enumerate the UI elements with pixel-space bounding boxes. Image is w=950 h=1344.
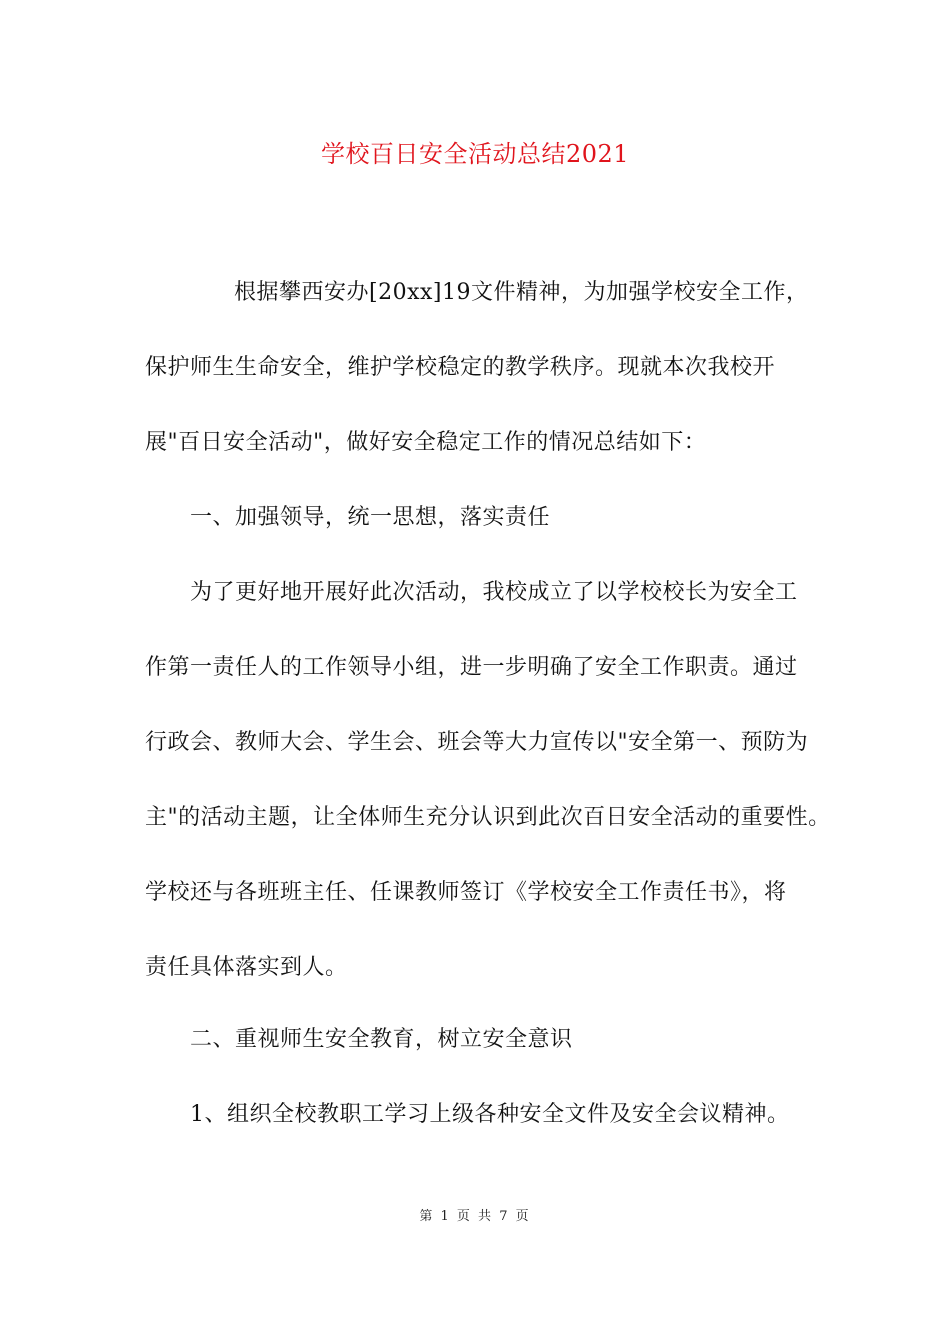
- paragraph-line: 为了更好地开展好此次活动，我校成立了以学校校长为安全工: [190, 580, 798, 605]
- page-footer: 第 1 页 共 7 页: [419, 1209, 531, 1224]
- paragraph-line: 行政会、教师大会、学生会、班会等大力宣传以"安全第一、预防为: [145, 730, 809, 755]
- section-heading: 一、加强领导，统一思想，落实责任: [190, 505, 551, 530]
- paragraph-line: 根据攀西安办[20xx]19文件精神，为加强学校安全工作，: [234, 280, 809, 305]
- paragraph-line: 1、组织全校教职工学习上级各种安全文件及安全会议精神。: [190, 1102, 790, 1127]
- paragraph-line: 展"百日安全活动"，做好安全稳定工作的情况总结如下：: [145, 430, 707, 455]
- document-title: 学校百日安全活动总结2021: [320, 140, 630, 168]
- paragraph-line: 主"的活动主题，让全体师生充分认识到此次百日安全活动的重要性。: [145, 805, 831, 830]
- paragraph-line: 责任具体落实到人。: [145, 955, 348, 980]
- paragraph-line: 学校还与各班班主任、任课教师签订《学校安全工作责任书》，将: [145, 880, 787, 905]
- paragraph-line: 作第一责任人的工作领导小组，进一步明确了安全工作职责。通过: [145, 655, 798, 680]
- paragraph-line: 保护师生生命安全，维护学校稳定的教学秩序。现就本次我校开: [145, 355, 776, 380]
- section-heading: 二、重视师生安全教育，树立安全意识: [190, 1027, 573, 1052]
